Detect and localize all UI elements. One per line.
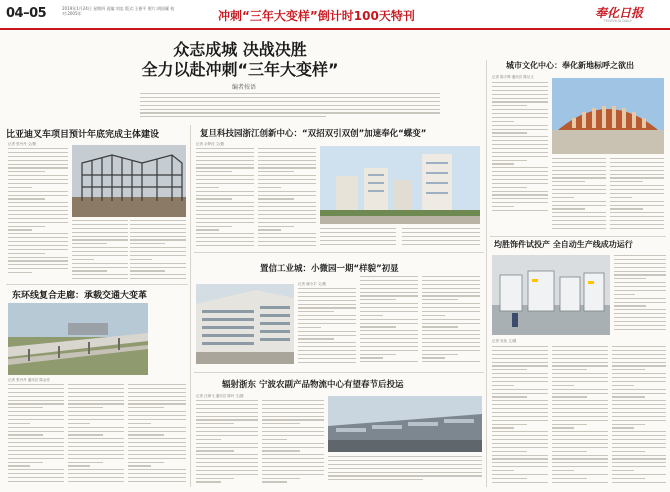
junsheng-body-col3: [552, 346, 608, 486]
ring-body-col2: [68, 384, 124, 486]
culture-body-col3: [610, 158, 664, 234]
fudan-towers-photo: [320, 146, 480, 224]
fudan-body-col1: [196, 148, 254, 248]
culture-body-col2: [552, 158, 606, 234]
culture-center-photo: [552, 78, 664, 154]
logo-subtitle: FENGHUA DAILY: [604, 19, 632, 23]
junsheng-production-line-photo: [492, 255, 610, 335]
byd-byline: 记者 张丹丹 文/摄: [8, 142, 36, 146]
fudan-byline: 记者 余梦佳 文/摄: [196, 142, 224, 146]
logistics-warehouse-photo: [328, 396, 482, 452]
date-info: 2019年1月24日 星期四 责编:刘忠 版式:王雅平 照片:胡国耀 校对:2005年: [62, 6, 175, 16]
feature-headline-line2: 全力以赴冲刺“三年大变样”: [141, 60, 339, 79]
divider: [194, 372, 484, 373]
ring-body-col1: [8, 384, 64, 486]
baoxin-byline: 记者 谢小平 文/摄: [298, 282, 326, 286]
junsheng-body-col4: [612, 346, 666, 486]
ring-title: 东环线复合走廊：承载交通大变革: [12, 291, 148, 301]
junsheng-byline: 记者 吴怡 文/摄: [492, 339, 517, 343]
ring-body-col3: [128, 384, 186, 486]
culture-body-col1: [492, 82, 548, 214]
column-divider: [486, 60, 487, 487]
baoxin-title: 置信工业城：小微园一期“样貌”初显: [260, 264, 399, 274]
byd-body-col2: [72, 220, 128, 282]
fudan-body-col3: [320, 228, 396, 248]
byd-body-col1: [8, 148, 68, 276]
logistics-title: 辐射浙东 宁波农副产品物流中心有望春节后投运: [222, 380, 404, 390]
junsheng-body-col1: [614, 255, 666, 335]
baoxin-body-col1: [298, 288, 356, 368]
ring-byline: 记者 张丹丹 通讯员 陈金亮: [8, 378, 50, 382]
fudan-title: 复旦科技园浙江创新中心：“双招双引双创”加速奉化“蝶变”: [200, 129, 427, 139]
byd-title: 比亚迪叉车项目预计年底完成主体建设: [6, 130, 160, 140]
byd-steel-frame-photo: [72, 145, 186, 217]
logistics-byline: 记者 汪海飞 通讯员 陈叶 文/摄: [196, 394, 244, 398]
fudan-body-col2: [258, 148, 316, 248]
junsheng-body-col2: [492, 346, 548, 486]
divider: [6, 284, 188, 285]
logistics-body-col1: [196, 400, 258, 486]
special-issue-banner: 冲刺“三年大变样”倒计时100天特刊: [218, 9, 415, 23]
divider: [490, 236, 666, 237]
culture-title: 城市文化中心：奉化新地标呼之欲出: [506, 61, 634, 70]
masthead-bar: [0, 0, 670, 30]
fudan-body-col4: [402, 228, 480, 248]
byd-body-col3: [130, 220, 186, 282]
baoxin-body-col3: [422, 276, 480, 368]
baoxin-factory-photo: [196, 284, 294, 364]
page-number: 04–05: [6, 6, 47, 21]
feature-headline-line1: 众志成城 决战决胜: [173, 40, 307, 59]
column-divider: [190, 125, 191, 487]
baoxin-body-col2: [360, 276, 418, 368]
lead-paragraph: [140, 93, 440, 123]
culture-byline: 记者 陈宇辉 通讯员 陈丛文: [492, 75, 534, 79]
ring-corridor-photo: [8, 303, 148, 375]
divider: [194, 252, 484, 253]
logistics-body-col2: [262, 400, 324, 486]
logistics-body-col3: [328, 456, 482, 486]
logo-icon: 奉化日报: [595, 6, 644, 20]
junsheng-title: 均胜饰件试投产 全自动生产线成功运行: [494, 240, 633, 249]
commentator-label: 编者按语: [232, 84, 257, 91]
